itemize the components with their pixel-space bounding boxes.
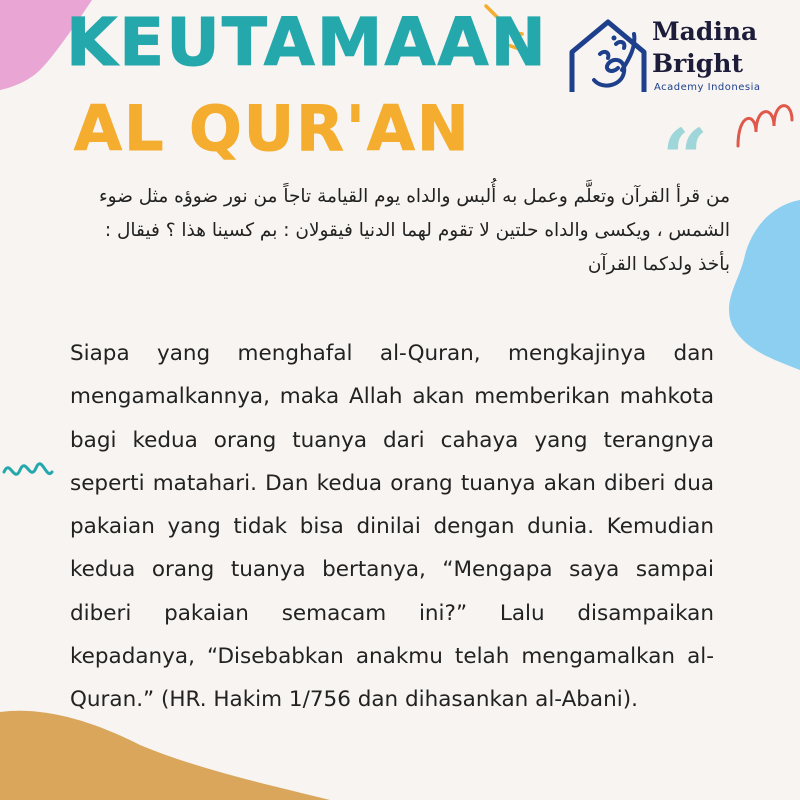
brand-tagline: Academy Indonesia [654, 82, 761, 93]
quote-mark-icon: “ [662, 111, 709, 205]
translation-text: Siapa yang menghafal al-Quran, mengkajinya dan mengamalkannya, maka Allah akan memberikan mahkota bagi kedua orang tuanya dari cahaya yang terangnya seperti matahari. Dan kedua orang tuanya akan diberi dua pakaian yang tidak bisa dinilai dengan dunia. Kemudian kedua orang tuanya bertanya, “Mengapa saya sampai diberi pakaian semacam ini?” Lalu disampaikan kepadanya, “Disebabkan anakmu telah mengamalkan al-Quran.” (HR. Hakim 1/756 dan dihasankan al-Abani). [70, 341, 714, 713]
brand-name-line-2: Bright [652, 49, 744, 78]
sand-blob [0, 711, 330, 800]
teal-zigzag [4, 464, 52, 475]
arabic-hadith-text: من قرأ القرآن وتعلَّم وعمل به أُلبس والداه يوم القيامة تاجاً من نور ضوؤه مثل ضوء الشمس ، ويكسى والداه حلتين لا تقوم لهما الدنيا فيقولان : بم كسينا هذا ؟ فيقال : بأخذ ولدكما القرآن [98, 186, 730, 275]
brand-name-line-1: Madina [652, 17, 758, 46]
title-line-2: AL QUR'AN [74, 92, 471, 165]
title-line-1: KEUTAMAAN [66, 4, 548, 81]
blue-blob [729, 200, 800, 370]
calligraphy-dot [612, 36, 617, 41]
coral-squiggle [738, 106, 792, 146]
